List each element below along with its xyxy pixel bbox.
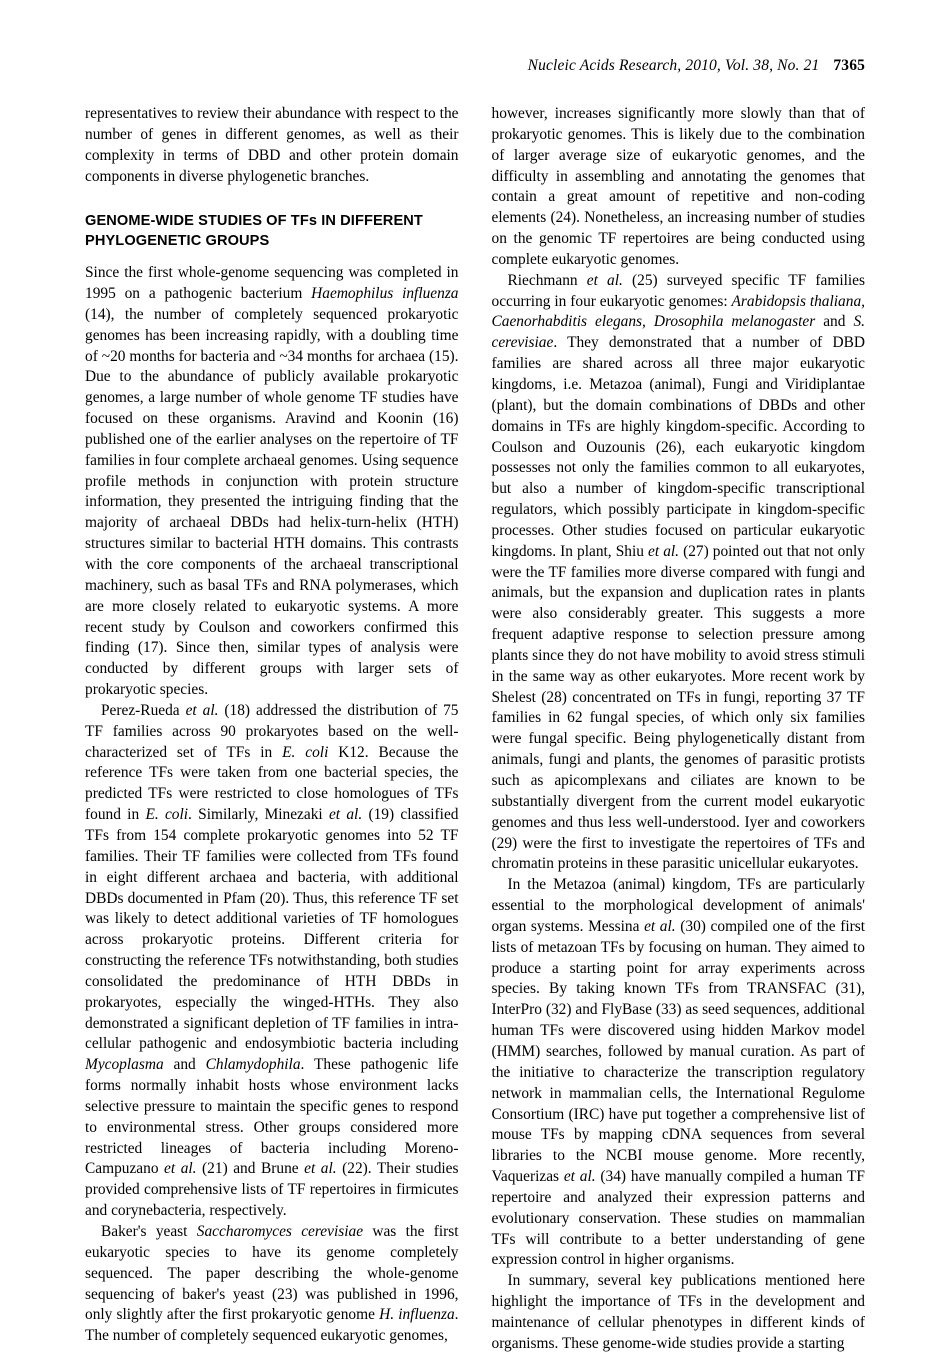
paragraph-text: In the Metazoa (animal) kingdom, TFs are particularly essential to the morphological development of animals' organ systems. Messina <box>491 876 865 935</box>
paragraph-text: (18) addressed the distribution of 75 TF families across 90 prokaryotes based on the well-characterized set of TFs in <box>85 701 459 761</box>
paragraph-continued <box>85 104 459 187</box>
paragraph-text: K12. Because the reference TFs were taken from one bacterial species, the predicted TFs were restricted to close homologues of TFs found in <box>85 743 459 824</box>
paragraph-text: (30) compiled one of the first lists of metazoan TFs by focusing on human. They aimed to produce a starting point for array experiments across species. By taking known TFs from TRANSFAC (31), InterPro (32) and FlyBase (33) as seed sequences, additional human TFs were discovered using hidden Markov model (HMM) searches, followed by manual curation. As part of the initiative to characterize the transcription regulatory network in mammalian cells, the International Regulome Consortium (IRC) have put together a comprehensive list of mouse TFs by mapping cDNA sequences from several libraries to the NCBI mouse genome. More recently, Vaquerizas <box>491 917 865 1186</box>
paragraph-text: In summary, several key publications mentioned here highlight the importance of TFs in the development and maintenance of cellular phenotypes in different kinds of organisms. These genome-wide studies provide a starting <box>491 1272 865 1352</box>
species-name: H. influenza <box>379 1306 455 1324</box>
species-name: E. coli <box>145 806 189 824</box>
paragraph-text: (14), the number of completely sequenced prokaryotic genomes has been increasing rapidly, with a doubling time of ~20 months for bacteria and ~34 months for archaea (15). Due to the abundance of publicly available prokaryotic genomes, a large number of whole genome TF studies have focused on these organisms. Aravind and Koonin (16) published one of the earlier analyses on the repertoire of TF families in four complete archaeal genomes. Using sequence profile methods in conjunction with protein structure information, they presented the intriguing finding that the majority of archaeal DBDs had helix-turn-helix (HTH) structures similar to bacterial HTH domains. This contrasts with the core components of the archaeal transcriptional machinery, such as basal TFs and RNA polymerases, which are more closely related to eukaryotic systems. A more recent study by Coulson and coworkers confirmed this finding (17). Since then, similar types of analysis were conducted by different groups with larger sets of prokaryotic species. <box>85 305 459 699</box>
paragraph-text: was the first eukaryotic species to have its genome completely sequenced. The paper describing the whole-genome sequencing of baker's yeast (23) was published in 1996, only slightly after the first prokaryotic genome <box>85 1223 459 1324</box>
paragraph <box>492 271 866 875</box>
paragraph-text: Baker's yeast <box>101 1223 197 1240</box>
species-name: Saccharomyces cerevisiae <box>196 1223 364 1240</box>
paragraph-text: . They demonstrated that a number of DBD families are shared across all three major eukaryotic kingdoms, i.e. Metazoa (animal), Fungi and Viridiplantae (plant), but the domain combinations of DBDs and other domains in TFs are highly kingdom-specific. According to Coulson and Ouzounis (26), each eukaryotic kingdom possesses not only the families common to all eukaryotes, but also a number of kingdom-specific transcriptional regulators, which possibly participate in kingdom-specific processes. Other studies focused on particular eukaryotic kingdoms. In plant, Shiu <box>491 334 865 560</box>
right-column <box>492 104 866 1355</box>
paragraph-text: Riechmann <box>507 271 587 289</box>
paragraph-text: . Similarly, Minezaki <box>188 806 329 824</box>
et-al: et al. <box>304 1160 337 1178</box>
left-column <box>85 104 459 1355</box>
paragraph-text: and <box>163 1056 206 1074</box>
journal-reference: Nucleic Acids Research, 2010, Vol. 38, No. 21 <box>527 57 820 74</box>
paragraph-text: . These pathogenic life forms normally inhabit hosts whose environment lacks selective pressure to maintain the specific genes to respond to environmental stress. Other groups considered more restricted lineages of bacteria including Moreno-Campuzano <box>85 1056 459 1178</box>
paragraph <box>492 1271 866 1354</box>
running-head <box>85 57 865 75</box>
paragraph <box>492 875 866 1271</box>
species-name: S. cerevisiae <box>491 313 866 352</box>
et-al: et al. <box>328 806 363 824</box>
paragraph-text: Perez-Rueda <box>101 701 186 719</box>
paragraph-text: however, increases significantly more slowly than that of prokaryotic genomes. This is likely due to the combination of larger average size of eukaryotic genomes, and the difficulty in assembling and annotating the genomes that contain a great amount of repetitive and non-coding elements (24). Nonetheless, an increasing number of studies on the genomic TF repertoires are being conducted using complete eukaryotic genomes. <box>491 105 865 268</box>
paragraph-text: (21) and Brune <box>196 1160 305 1178</box>
spacer <box>85 187 459 212</box>
paragraph <box>85 263 459 701</box>
paragraph-text: (19) classified TFs from 154 complete prokaryotic genomes into 52 TF families. Their TF families were collected from TFs found in eight different archaea and bacteria, with additional DBDs documented in Pfam (20). Thus, this reference TF set was likely to detect additional varieties of TF homologues across prokaryotic proteins. Different criteria for constructing the reference TFs notwithstanding, both studies consolidated the predominance of HTH DBDs in prokaryotes, especially the winged-HTHs. They also demonstrated a significant depletion of TF families in intra-cellular pathogenic and endosymbiotic bacteria including <box>85 806 459 1053</box>
et-al: et al. <box>648 542 680 560</box>
paragraph <box>85 1222 459 1347</box>
et-al: et al. <box>185 701 219 719</box>
et-al: et al. <box>563 1168 596 1186</box>
section-heading: GENOME-WIDE STUDIES OF TFs IN DIFFERENT PHYLOGENETIC GROUPS <box>85 213 423 249</box>
species-name: Arabidopsis thaliana, Caenorhabditis elegans, Drosophila melanogaster <box>491 292 865 331</box>
paragraph-text: (22). Their studies provided comprehensive lists of TF repertoires in firmicutes and corynebacteria, respectively. <box>85 1160 459 1220</box>
species-name: Haemophilus influenza <box>311 285 459 303</box>
paragraph-text: and <box>815 313 854 331</box>
species-name: Chlamydophila <box>205 1056 301 1074</box>
paragraph-text: (27) pointed out that not only were the TF families more diverse compared with fungi and animals, but the expansion and duplication rates in plants were also considerably greater. This suggests a more frequent adaptive response to selection pressure among plants since they do not have mobility to avoid stress stimuli in the same way as other eukaryotes. More recent work by Shelest (28) concentrated on TFs in fungi, reporting 37 TF families in 62 fungal species, of which only six families were fungal specific. Being phylogenetically distant from animals, fungi and plants, the genomes of parasitic protists such as apicomplexans and ciliates are known to be substantially divergent from the current model eukaryotic genomes and thus less well-understood. Iyer and coworkers (29) were the first to investigate the repertoires of TFs and chromatin proteins in these parasitic unicellular eukaryotes. <box>491 542 866 873</box>
paragraph-text: . The number of completely sequenced eukaryotic genomes, <box>85 1306 459 1345</box>
spacer <box>85 251 459 263</box>
two-column-body <box>85 104 865 1355</box>
et-al: et al. <box>164 1160 197 1178</box>
et-al: et al. <box>644 917 676 935</box>
paragraph-text: representatives to review their abundance with respect to the number of genes in different genomes, as well as their complexity in terms of DBD and other protein domain components in diverse phylogenetic branches. <box>85 105 459 185</box>
paragraph <box>85 701 459 1222</box>
paragraph-text: (25) surveyed specific TF families occurring in four eukaryotic genomes: <box>491 271 865 310</box>
paragraph-continued <box>492 104 866 271</box>
page-number: 7365 <box>833 57 865 74</box>
species-name: Mycoplasma <box>85 1056 164 1074</box>
paragraph-text: Since the first whole-genome sequencing was completed in 1995 on a pathogenic bacterium <box>85 264 459 303</box>
species-name: E. coli <box>282 743 329 761</box>
et-al: et al. <box>586 271 623 289</box>
paragraph-text: (34) have manually compiled a human TF repertoire and analyzed their expression patterns and evolutionary conservation. These studies on mammalian TFs will contribute to a better understanding of gene expression control in higher organisms. <box>491 1168 865 1269</box>
